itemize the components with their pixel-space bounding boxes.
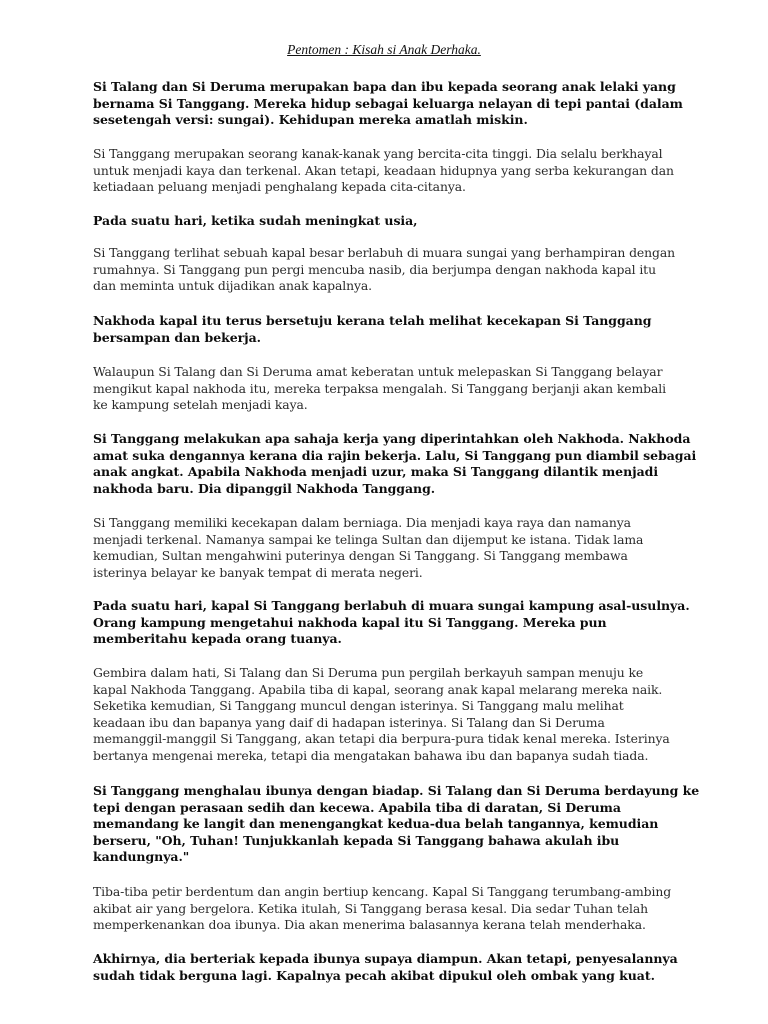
paragraph-6 — [93, 364, 683, 414]
paragraph-line: sudah tidak berguna lagi. Kapalnya pecah akibat dipukul oleh ombak yang kuat. — [93, 967, 655, 983]
paragraph-line: Seketika kemudian, Si Tanggang muncul dengan isterinya. Si Tanggang malu melihat — [93, 698, 624, 714]
paragraph-line: menjadi terkenal. Namanya sampai ke telinga Sultan dan dijemput ke istana. Tidak lama — [93, 531, 644, 547]
paragraph-5 — [93, 313, 683, 346]
paragraph-line: memberitahu kepada orang tuanya. — [93, 631, 342, 647]
paragraph-line: bertanya mengenai mereka, tetapi dia mengatakan bahawa ibu dan bapanya sudah tiada. — [93, 747, 649, 763]
paragraph-line: bernama Si Tanggang. Mereka hidup sebagai keluarga nelayan di tepi pantai (dalam — [93, 95, 683, 111]
paragraph-line: bersampan dan bekerja. — [93, 329, 261, 345]
paragraph-line: Si Tanggang menghalau ibunya dengan biadap. Si Talang dan Si Deruma berdayung ke — [93, 783, 700, 798]
paragraph-line: akibat air yang bergelora. Ketika itulah, Si Tanggang berasa kesal. Dia sedar Tuhan telah — [93, 900, 648, 916]
paragraph-line: nakhoda baru. Dia dipanggil Nakhoda Tanggang. — [93, 480, 436, 496]
paragraph-3 — [93, 213, 683, 230]
paragraph-line: Akhirnya, dia berteriak kepada ibunya supaya diampun. Akan tetapi, penyesalannya — [93, 951, 678, 966]
paragraph-line: isterinya belayar ke banyak tempat di merata negeri. — [93, 564, 423, 580]
paragraph-line: Pada suatu hari, ketika sudah meningkat usia, — [93, 213, 418, 228]
paragraph-line: Orang kampung mengetahui nakhoda kapal itu Si Tanggang. Mereka pun — [93, 614, 607, 630]
paragraph-line: memperkenankan doa ibunya. Dia akan menerima balasannya kerana telah menderhaka. — [93, 917, 646, 933]
paragraph-line: berseru, "Oh, Tuhan! Tunjukkanlah kepada Si Tanggang bahawa akulah ibu — [93, 832, 620, 848]
paragraph-8 — [93, 515, 683, 581]
paragraph-line: keadaan ibu dan bapanya yang daif di hadapan isterinya. Si Talang dan Si Deruma — [93, 714, 605, 730]
paragraph-10 — [93, 665, 683, 765]
paragraph-line: untuk menjadi kaya dan terkenal. Akan tetapi, keadaan hidupnya yang serba kekurangan dan — [93, 162, 674, 178]
paragraph-line: rumahnya. Si Tanggang pun pergi mencuba nasib, dia berjumpa dengan nakhoda kapal itu — [93, 261, 656, 277]
paragraph-12 — [93, 884, 683, 934]
paragraph-line: sesetengah versi: sungai). Kehidupan mereka amatlah miskin. — [93, 112, 528, 128]
paragraph-line: amat suka dengannya kerana dia rajin bekerja. Lalu, Si Tanggang pun diambil sebagai — [93, 447, 697, 463]
paragraph-2 — [93, 146, 683, 196]
paragraph-line: Gembira dalam hati, Si Talang dan Si Deruma pun pergilah berkayuh sampan menuju ke — [93, 665, 644, 680]
paragraph-line: memanggil-manggil Si Tanggang, akan tetapi dia berpura-pura tidak kenal mereka. Isterinya — [93, 731, 670, 747]
paragraph-1 — [93, 79, 683, 129]
paragraph-line: Si Talang dan Si Deruma merupakan bapa dan ibu kepada seorang anak lelaki yang — [93, 79, 676, 94]
paragraph-line: kapal Nakhoda Tanggang. Apabila tiba di kapal, seorang anak kapal melarang mereka naik. — [93, 681, 663, 697]
paragraph-line: Si Tanggang terlihat sebuah kapal besar berlabuh di muara sungai yang berhampiran dengan — [93, 245, 676, 260]
paragraph-line: memandang ke langit dan menengangkat kedua-dua belah tangannya, kemudian — [93, 816, 659, 832]
paragraph-line: Si Tanggang memiliki kecekapan dalam berniaga. Dia menjadi kaya raya dan namanya — [93, 515, 631, 530]
paragraph-9 — [93, 598, 690, 648]
paragraph-line: mengikut kapal nakhoda itu, mereka terpaksa mengalah. Si Tanggang berjanji akan kembali — [93, 380, 666, 396]
paragraph-line: Si Tanggang merupakan seorang kanak-kanak yang bercita-cita tinggi. Dia selalu berkhayal — [93, 146, 663, 161]
paragraph-line: kandungnya." — [93, 849, 190, 865]
paragraph-4 — [93, 245, 683, 295]
paragraph-line: tepi dengan perasaan sedih dan kecewa. Apabila tiba di daratan, Si Deruma — [93, 799, 621, 815]
paragraph-line: Walaupun Si Talang dan Si Deruma amat keberatan untuk melepaskan Si Tanggang belayar — [93, 364, 663, 379]
paragraph-line: Tiba-tiba petir berdentum dan angin bertiup kencang. Kapal Si Tanggang terumbang-ambing — [93, 884, 672, 899]
paragraph-7 — [93, 431, 697, 497]
document-title: Pentomen : Kisah si Anak Derhaka. — [287, 42, 481, 57]
paragraph-line: ke kampung setelah menjadi kaya. — [93, 397, 308, 413]
paragraph-line: Nakhoda kapal itu terus bersetuju kerana telah melihat kecekapan Si Tanggang — [93, 313, 652, 328]
paragraph-line: dan meminta untuk dijadikan anak kapalnya. — [93, 278, 373, 294]
paragraph-line: ketiadaan peluang menjadi penghalang kepada cita-citanya. — [93, 179, 466, 195]
paragraph-11 — [93, 783, 700, 866]
paragraph-line: anak angkat. Apabila Nakhoda menjadi uzur, maka Si Tanggang dilantik menjadi — [93, 464, 659, 480]
paragraph-13 — [93, 951, 683, 984]
paragraph-line: Si Tanggang melakukan apa sahaja kerja yang diperintahkan oleh Nakhoda. Nakhoda — [93, 431, 691, 446]
paragraph-line: kemudian, Sultan mengahwini puterinya dengan Si Tanggang. Si Tanggang membawa — [93, 548, 628, 564]
paragraph-line: Pada suatu hari, kapal Si Tanggang berlabuh di muara sungai kampung asal-usulnya. — [93, 598, 690, 613]
